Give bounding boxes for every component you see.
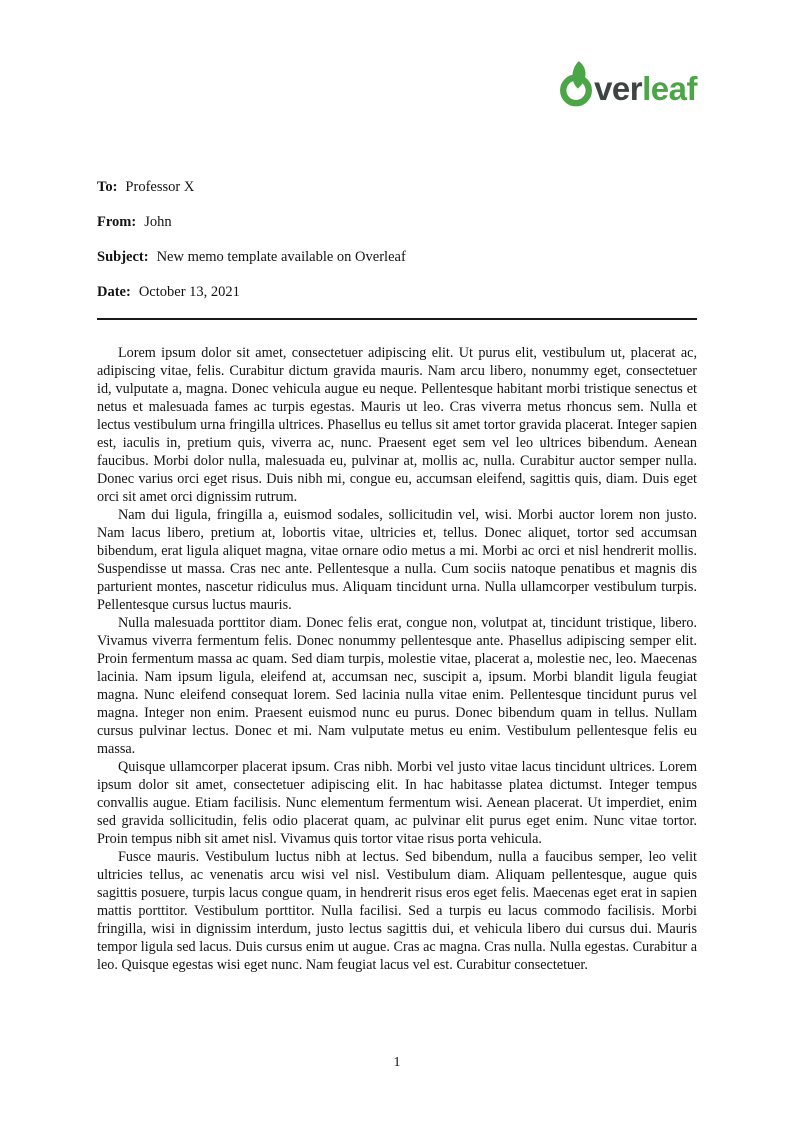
overleaf-o-leaf-icon	[555, 60, 597, 108]
memo-header-fields	[97, 178, 697, 301]
memo-body	[97, 344, 697, 974]
overleaf-logo	[555, 60, 697, 108]
page-number: 1	[393, 1055, 401, 1070]
field-label-subject: Subject:	[97, 249, 149, 265]
overleaf-wordmark-dark: ver	[594, 70, 643, 107]
field-value-to: Professor X	[125, 179, 195, 195]
field-label-date: Date:	[97, 284, 131, 300]
body-paragraph: Quisque ullamcorper placerat ipsum. Cras nibh. Morbi vel justo vitae lacus tincidunt ultrices. Lorem ipsum dolor sit amet, consectetuer adipiscing elit. In hac habitasse platea dictumst. Integer tempus convallis augue. Etiam facilisis. Nunc elementum fermentum wisi. Aenean placerat. Ut imperdiet, enim sed gravida sollicitudin, felis odio placerat quam, ac pulvinar elit purus eget enim. Nunc vitae tortor. Proin tempus nibh sit amet nisl. Vivamus quis tortor vitae risus porta vehicula.	[97, 759, 697, 847]
header	[97, 60, 697, 108]
body-paragraph: Nam dui ligula, fringilla a, euismod sodales, sollicitudin vel, wisi. Morbi auctor lorem non justo. Nam lacus libero, pretium at, lobortis vitae, ultricies et, tellus. Donec aliquet, tortor sed accumsan bibendum, erat ligula aliquet magna, vitae ornare odio metus a mi. Morbi ac orci et nisl hendrerit mollis. Suspendisse ut massa. Cras nec ante. Pellentesque a nulla. Cum sociis natoque penatibus et magnis dis parturient montes, nascetur ridiculus mus. Aliquam tincidunt urna. Nulla ullamcorper vestibulum turpis. Pellentesque cursus luctus mauris.	[97, 507, 697, 613]
memo-field-subject	[97, 248, 697, 266]
body-paragraph: Lorem ipsum dolor sit amet, consectetuer adipiscing elit. Ut purus elit, vestibulum ut, placerat ac, adipiscing vitae, felis. Curabitur dictum gravida mauris. Nam arcu libero, nonummy eget, consectetuer id, vulputate a, magna. Donec vehicula augue eu neque. Pellentesque habitant morbi tristique senectus et netus et malesuada fames ac turpis egestas. Mauris ut leo. Cras viverra metus rhoncus sem. Nulla et lectus vestibulum urna fringilla ultrices. Phasellus eu tellus sit amet tortor gravida placerat. Integer sapien est, iaculis in, pretium quis, viverra ac, nunc. Praesent eget sem vel leo ultrices bibendum. Aenean faucibus. Morbi dolor nulla, malesuada eu, pulvinar at, mollis ac, nulla. Curabitur auctor semper nulla. Donec varius orci eget risus. Duis nibh mi, congue eu, accumsan eleifend, sagittis quis, diam. Duis eget orci sit amet orci dignissim rutrum.	[97, 345, 697, 505]
field-value-subject: New memo template available on Overleaf	[156, 249, 406, 265]
field-label-to: To:	[97, 179, 118, 195]
body-paragraph: Nulla malesuada porttitor diam. Donec felis erat, congue non, volutpat at, tincidunt tristique, libero. Vivamus viverra fermentum felis. Donec nonummy pellentesque ante. Phasellus adipiscing semper elit. Proin fermentum massa ac quam. Sed diam turpis, molestie vitae, placerat a, molestie nec, leo. Maecenas lacinia. Nam ipsum ligula, eleifend at, accumsan nec, suscipit a, ipsum. Morbi blandit ligula feugiat magna. Nunc eleifend consequat lorem. Sed lacinia nulla vitae enim. Pellentesque tincidunt purus vel magna. Integer non enim. Praesent euismod nunc eu purus. Donec bibendum quam in tellus. Nullam cursus pulvinar lectus. Donec et mi. Nam vulputate metus eu enim. Vestibulum pellentesque felis eu massa.	[97, 615, 697, 757]
overleaf-wordmark-green: leaf	[642, 70, 697, 107]
field-label-from: From:	[97, 214, 137, 230]
body-paragraph: Fusce mauris. Vestibulum luctus nibh at lectus. Sed bibendum, nulla a faucibus semper, leo velit ultricies tellus, ac venenatis arcu wisi vel nisl. Vestibulum diam. Aliquam pellentesque, augue quis sagittis posuere, turpis lacus congue quam, in hendrerit risus eros eget felis. Maecenas eget erat in sapien mattis porttitor. Vestibulum porttitor. Nulla facilisi. Sed a turpis eu lacus commodo facilisis. Morbi fringilla, wisi in dignissim interdum, justo lectus sagittis dui, et vehicula libero dui cursus dui. Mauris tempor ligula sed lacus. Duis cursus enim ut augue. Cras ac magna. Cras nulla. Nulla egestas. Curabitur a leo. Quisque egestas wisi eget nunc. Nam feugiat lacus vel est. Curabitur consectetuer.	[97, 849, 697, 973]
memo-divider-rule	[97, 318, 697, 320]
memo-field-to	[97, 178, 697, 196]
memo-field-date	[97, 283, 697, 301]
field-value-from: John	[144, 214, 172, 230]
memo-field-from	[97, 213, 697, 231]
field-value-date: October 13, 2021	[138, 284, 240, 300]
